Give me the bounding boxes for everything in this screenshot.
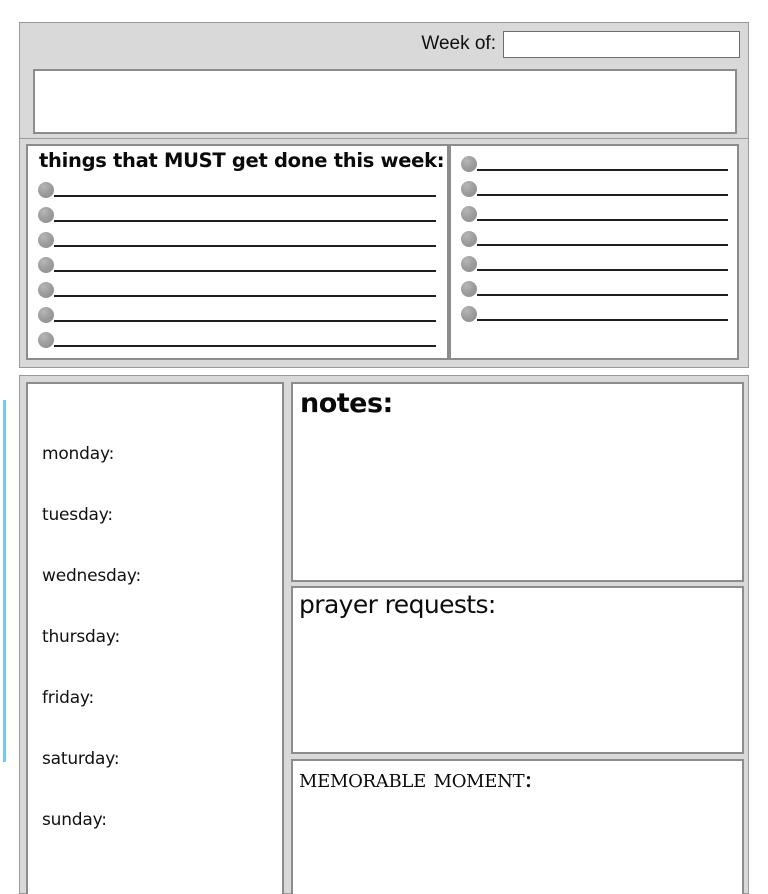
- must-do-list-rows: [28, 174, 447, 349]
- task-row[interactable]: [38, 299, 447, 324]
- task-write-line[interactable]: [54, 245, 436, 247]
- bullet-icon: [461, 156, 477, 172]
- task-row[interactable]: [38, 174, 447, 199]
- task-write-line[interactable]: [477, 244, 728, 246]
- bullet-icon: [461, 231, 477, 247]
- header-panel: [19, 22, 749, 139]
- memorable-moment-box[interactable]: [291, 759, 744, 894]
- notes-box[interactable]: [291, 382, 744, 582]
- bullet-icon: [38, 332, 54, 348]
- task-write-line[interactable]: [54, 270, 436, 272]
- task-write-line[interactable]: [477, 294, 728, 296]
- must-do-list-box: [26, 144, 449, 360]
- task-row[interactable]: [461, 223, 737, 248]
- task-row[interactable]: [38, 274, 447, 299]
- day-item-monday[interactable]: monday:: [42, 444, 115, 464]
- task-write-line[interactable]: [477, 219, 728, 221]
- must-do-list-heading: things that MUST get done this week:: [39, 149, 445, 172]
- tasks-panel: [19, 139, 749, 368]
- bullet-icon: [38, 232, 54, 248]
- bullet-icon: [461, 256, 477, 272]
- task-row[interactable]: [461, 298, 737, 323]
- bullet-icon: [461, 181, 477, 197]
- week-of-row: [20, 23, 750, 65]
- task-write-line[interactable]: [54, 345, 436, 347]
- day-item-saturday[interactable]: saturday:: [42, 749, 120, 769]
- memorable-moment-heading: memorable moment:: [299, 764, 533, 793]
- headline-notes-field[interactable]: [33, 69, 737, 134]
- task-row[interactable]: [461, 198, 737, 223]
- task-write-line[interactable]: [54, 220, 436, 222]
- bullet-icon: [461, 306, 477, 322]
- bullet-icon: [38, 257, 54, 273]
- task-write-line[interactable]: [477, 169, 728, 171]
- left-accent-bar: [3, 400, 6, 762]
- task-row[interactable]: [38, 199, 447, 224]
- bottom-panel: [19, 375, 749, 894]
- notes-heading: notes:: [300, 388, 393, 419]
- bullet-icon: [38, 182, 54, 198]
- task-row[interactable]: [38, 249, 447, 274]
- task-row[interactable]: [461, 273, 737, 298]
- task-write-line[interactable]: [477, 269, 728, 271]
- task-write-line[interactable]: [477, 194, 728, 196]
- prayer-requests-box[interactable]: [291, 586, 744, 754]
- day-item-thursday[interactable]: thursday:: [42, 627, 121, 647]
- day-item-wednesday[interactable]: wednesday:: [42, 566, 142, 586]
- task-row[interactable]: [38, 224, 447, 249]
- day-item-friday[interactable]: friday:: [42, 688, 95, 708]
- week-of-input[interactable]: [503, 31, 740, 58]
- days-of-week-box: [26, 382, 284, 894]
- task-write-line[interactable]: [54, 295, 436, 297]
- task-row[interactable]: [38, 324, 447, 349]
- task-row[interactable]: [461, 148, 737, 173]
- prayer-requests-heading: prayer requests:: [299, 590, 496, 619]
- secondary-list-rows: [451, 148, 737, 323]
- bullet-icon: [461, 206, 477, 222]
- secondary-list-box: [449, 144, 739, 360]
- day-item-sunday[interactable]: sunday:: [42, 810, 107, 830]
- task-row[interactable]: [461, 248, 737, 273]
- task-write-line[interactable]: [477, 319, 728, 321]
- task-write-line[interactable]: [54, 195, 436, 197]
- week-of-label: Week of:: [421, 33, 496, 54]
- day-item-tuesday[interactable]: tuesday:: [42, 505, 113, 525]
- bullet-icon: [38, 282, 54, 298]
- task-write-line[interactable]: [54, 320, 436, 322]
- bullet-icon: [38, 307, 54, 323]
- task-row[interactable]: [461, 173, 737, 198]
- days-of-week-list: [28, 384, 282, 871]
- bullet-icon: [38, 207, 54, 223]
- bullet-icon: [461, 281, 477, 297]
